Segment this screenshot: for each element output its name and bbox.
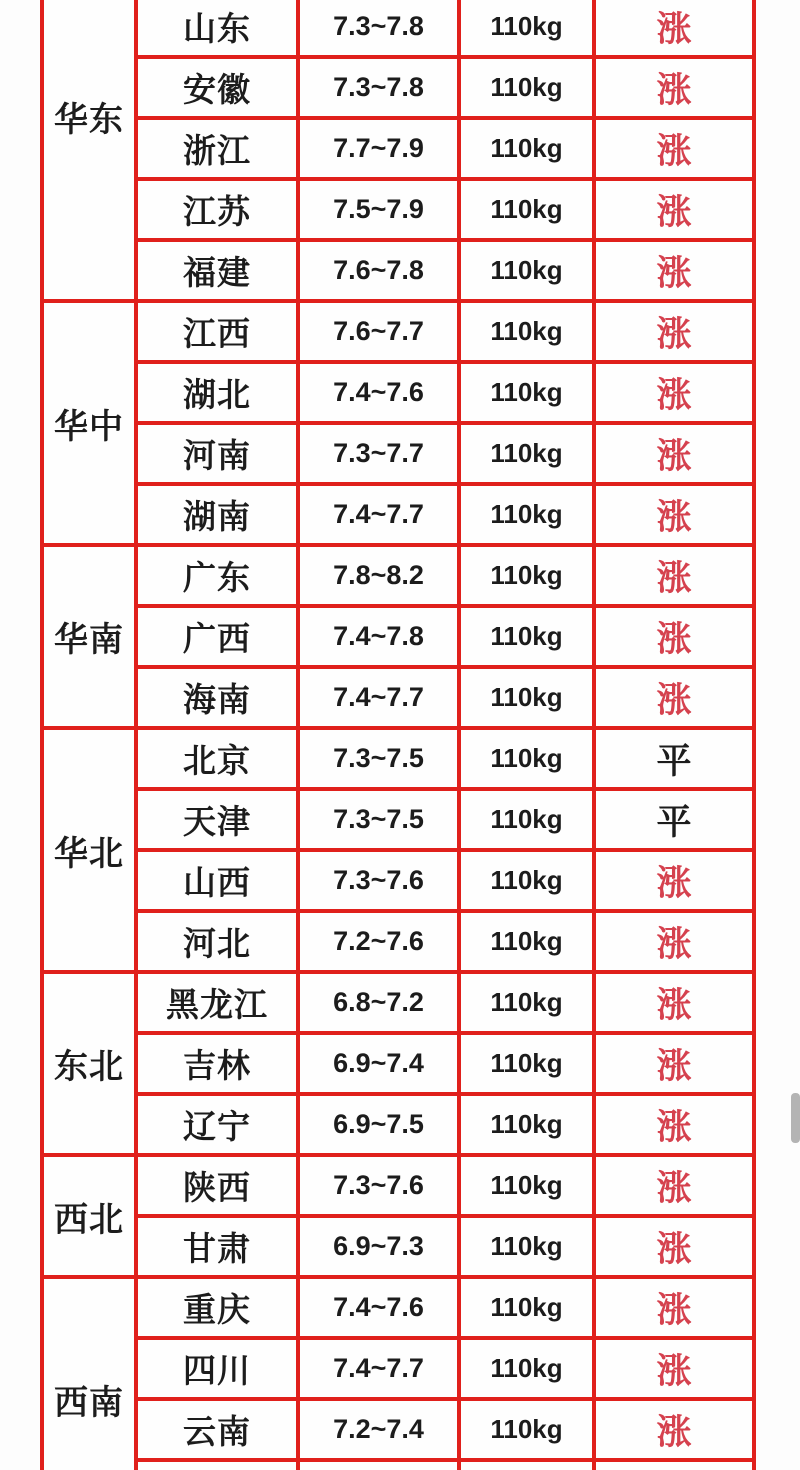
price-cell: 7.2~7.4	[298, 1399, 459, 1460]
price-table	[40, 0, 756, 1470]
trend-cell: 平	[594, 789, 754, 850]
price-cell: 7.3~7.6	[298, 850, 459, 911]
weight-cell: 110kg	[459, 1338, 594, 1399]
price-cell: 7.2~7.6	[298, 911, 459, 972]
weight-cell: 110kg	[459, 240, 594, 301]
province-cell: 吉林	[136, 1033, 298, 1094]
trend-cell: 涨	[594, 545, 754, 606]
trend-cell: 涨	[594, 911, 754, 972]
price-cell: 6.9~7.3	[298, 1216, 459, 1277]
region-label: 东北	[54, 1048, 124, 1086]
weight-cell: 110kg	[459, 1033, 594, 1094]
province-cell: 江苏	[136, 179, 298, 240]
region-label: 华东	[54, 101, 124, 139]
price-cell: 6.9~7.5	[298, 1094, 459, 1155]
weight-cell: 110kg	[459, 789, 594, 850]
region-cell	[42, 728, 136, 972]
weight-cell: 110kg	[459, 118, 594, 179]
trend-cell: 平	[594, 728, 754, 789]
region-cell	[42, 0, 136, 301]
province-cell: 北京	[136, 728, 298, 789]
region-label: 华中	[54, 407, 124, 446]
region-label: 华北	[54, 834, 124, 873]
price-cell: 7.7~7.9	[298, 118, 459, 179]
trend-cell: 涨	[594, 1155, 754, 1216]
trend-cell: 涨	[594, 484, 754, 545]
weight-cell: 110kg	[459, 1277, 594, 1338]
region-cell	[42, 972, 136, 1155]
price-cell: 7.8~8.2	[298, 545, 459, 606]
trend-cell: 涨	[594, 1033, 754, 1094]
trend-cell: 涨	[594, 179, 754, 240]
weight-cell: 110kg	[459, 545, 594, 606]
price-cell: 7.6~7.7	[298, 301, 459, 362]
trend-cell: 涨	[594, 362, 754, 423]
weight-cell: 110kg	[459, 911, 594, 972]
province-cell: 福建	[136, 240, 298, 301]
price-cell: 7.4~7.7	[298, 667, 459, 728]
province-cell: 河南	[136, 423, 298, 484]
cutoff-row-cell	[298, 1460, 459, 1470]
weight-cell: 110kg	[459, 728, 594, 789]
region-label: 西南	[54, 1383, 124, 1422]
price-cell: 7.4~7.6	[298, 1277, 459, 1338]
province-cell: 海南	[136, 667, 298, 728]
weight-cell: 110kg	[459, 972, 594, 1033]
weight-cell: 110kg	[459, 667, 594, 728]
price-cell: 7.5~7.9	[298, 179, 459, 240]
weight-cell: 110kg	[459, 57, 594, 118]
region-label: 西北	[54, 1200, 124, 1239]
province-cell: 广东	[136, 545, 298, 606]
price-cell: 7.4~7.7	[298, 484, 459, 545]
price-cell: 7.4~7.7	[298, 1338, 459, 1399]
province-cell: 甘肃	[136, 1216, 298, 1277]
region-cell	[42, 301, 136, 545]
trend-cell: 涨	[594, 850, 754, 911]
trend-cell: 涨	[594, 423, 754, 484]
price-cell: 7.3~7.7	[298, 423, 459, 484]
trend-cell: 涨	[594, 972, 754, 1033]
trend-cell: 涨	[594, 301, 754, 362]
province-cell: 云南	[136, 1399, 298, 1460]
weight-cell: 110kg	[459, 1216, 594, 1277]
cutoff-row-cell	[594, 1460, 754, 1470]
cutoff-row-cell	[459, 1460, 594, 1470]
province-cell: 天津	[136, 789, 298, 850]
price-cell: 7.4~7.8	[298, 606, 459, 667]
trend-cell: 涨	[594, 1216, 754, 1277]
price-cell: 7.3~7.8	[298, 0, 459, 57]
weight-cell: 110kg	[459, 301, 594, 362]
trend-cell: 涨	[594, 1277, 754, 1338]
scrollbar-thumb[interactable]	[791, 1093, 800, 1143]
price-cell: 7.3~7.5	[298, 789, 459, 850]
weight-cell: 110kg	[459, 850, 594, 911]
trend-cell: 涨	[594, 1094, 754, 1155]
region-cell	[42, 545, 136, 728]
province-cell: 广西	[136, 606, 298, 667]
trend-cell: 涨	[594, 0, 754, 57]
price-cell: 7.6~7.8	[298, 240, 459, 301]
region-cell	[42, 1277, 136, 1470]
cutoff-row-cell	[136, 1460, 298, 1470]
region-cell	[42, 1155, 136, 1277]
province-cell: 湖南	[136, 484, 298, 545]
weight-cell: 110kg	[459, 484, 594, 545]
trend-cell: 涨	[594, 606, 754, 667]
province-cell: 辽宁	[136, 1094, 298, 1155]
trend-cell: 涨	[594, 240, 754, 301]
price-cell: 7.3~7.5	[298, 728, 459, 789]
region-label: 华南	[54, 621, 124, 659]
province-cell: 河北	[136, 911, 298, 972]
province-cell: 山东	[136, 0, 298, 57]
weight-cell: 110kg	[459, 1094, 594, 1155]
province-cell: 江西	[136, 301, 298, 362]
province-cell: 黑龙江	[136, 972, 298, 1033]
province-cell: 重庆	[136, 1277, 298, 1338]
trend-cell: 涨	[594, 57, 754, 118]
weight-cell: 110kg	[459, 606, 594, 667]
trend-cell: 涨	[594, 1338, 754, 1399]
price-cell: 6.8~7.2	[298, 972, 459, 1033]
price-cell: 6.9~7.4	[298, 1033, 459, 1094]
province-cell: 四川	[136, 1338, 298, 1399]
weight-cell: 110kg	[459, 362, 594, 423]
weight-cell: 110kg	[459, 423, 594, 484]
price-cell: 7.4~7.6	[298, 362, 459, 423]
province-cell: 安徽	[136, 57, 298, 118]
trend-cell: 涨	[594, 667, 754, 728]
weight-cell: 110kg	[459, 1399, 594, 1460]
trend-cell: 涨	[594, 118, 754, 179]
weight-cell: 110kg	[459, 179, 594, 240]
price-cell: 7.3~7.8	[298, 57, 459, 118]
province-cell: 陕西	[136, 1155, 298, 1216]
trend-cell: 涨	[594, 1399, 754, 1460]
province-cell: 山西	[136, 850, 298, 911]
price-cell: 7.3~7.6	[298, 1155, 459, 1216]
weight-cell: 110kg	[459, 1155, 594, 1216]
province-cell: 浙江	[136, 118, 298, 179]
province-cell: 湖北	[136, 362, 298, 423]
weight-cell: 110kg	[459, 0, 594, 57]
